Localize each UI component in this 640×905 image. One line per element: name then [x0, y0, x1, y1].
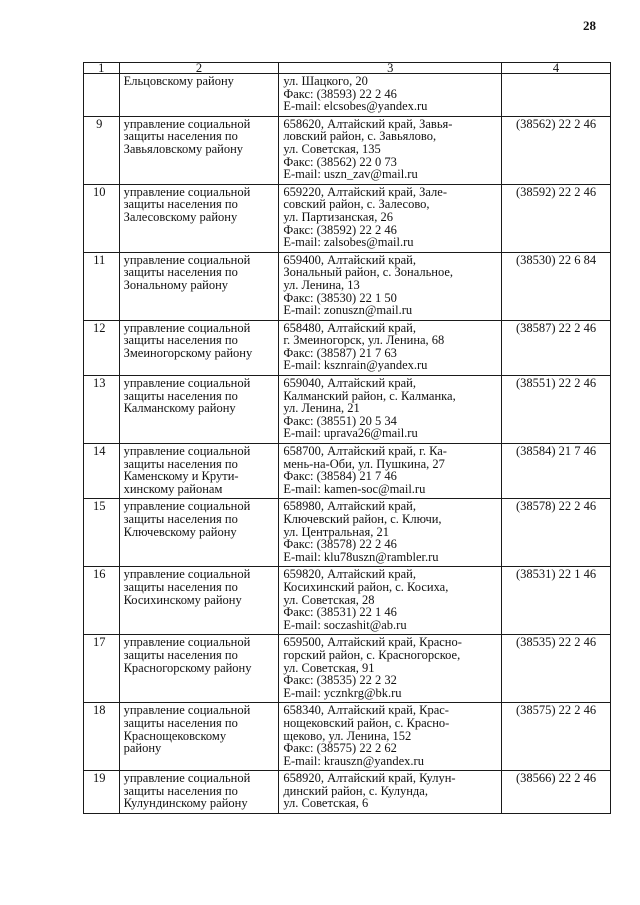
column-header-4: 4 — [502, 63, 611, 74]
address-cell — [279, 376, 502, 444]
department-name-line: защиты населения по — [123, 715, 238, 730]
address-line: E-mail: klu78uszn@rambler.ru — [283, 549, 439, 564]
department-name-line: району — [123, 741, 162, 756]
department-name-cell — [119, 567, 279, 635]
department-name-line: защиты населения по — [123, 265, 238, 280]
address-cell — [279, 635, 502, 703]
department-name-line: управление социальной — [123, 320, 251, 335]
row-number: 15 — [84, 499, 120, 567]
row-number: 18 — [84, 703, 120, 771]
department-name-line: управление социальной — [123, 376, 251, 391]
table-row — [84, 635, 611, 703]
department-name-cell — [119, 703, 279, 771]
phone-cell: (38578) 22 2 46 — [502, 499, 611, 567]
phone-cell: (38575) 22 2 46 — [502, 703, 611, 771]
address-line: ул. Ленина, 13 — [283, 277, 360, 292]
table-row — [84, 567, 611, 635]
address-line: E-mail: uszn_zav@mail.ru — [283, 167, 418, 182]
address-line: E-mail: ycznkrg@bk.ru — [283, 685, 402, 700]
address-line: 659500, Алтайский край, Красно- — [283, 635, 462, 650]
department-name-line: управление социальной — [123, 499, 251, 514]
address-line: 659820, Алтайский край, — [283, 567, 416, 582]
address-line: горский район, с. Красногорское, — [283, 647, 461, 662]
address-line: г. Змеиногорск, ул. Ленина, 68 — [283, 333, 445, 348]
column-header-2: 2 — [119, 63, 279, 74]
department-name-line: управление социальной — [123, 703, 251, 718]
table-row — [84, 320, 611, 375]
row-number: 12 — [84, 320, 120, 375]
address-line: 659220, Алтайский край, Зале- — [283, 184, 447, 199]
department-name-cell — [119, 376, 279, 444]
phone-cell: (38584) 21 7 46 — [502, 444, 611, 499]
department-name-line: защиты населения по — [123, 512, 238, 526]
department-name-line: управление социальной — [123, 184, 251, 199]
address-line: ул. Советская, 91 — [283, 660, 375, 675]
address-line: ул. Ленина, 21 — [283, 401, 360, 416]
row-number — [84, 74, 120, 117]
table-row — [84, 771, 611, 814]
department-name-line: Ельцовскому району — [123, 74, 234, 88]
address-line: E-mail: elcsobes@yandex.ru — [283, 99, 428, 114]
phone-cell: (38530) 22 6 84 — [502, 252, 611, 320]
department-name-line: Ключевскому району — [123, 524, 237, 539]
table-row — [84, 499, 611, 567]
address-line: Факс: (38535) 22 2 32 — [283, 673, 397, 688]
row-number: 10 — [84, 184, 120, 252]
address-line: 659400, Алтайский край, — [283, 252, 416, 267]
address-line: E-mail: ksznrain@yandex.ru — [283, 358, 428, 373]
department-name-line: защиты населения по — [123, 333, 238, 348]
address-line: Факс: (38578) 22 2 46 — [283, 537, 397, 552]
phone-cell: (38551) 22 2 46 — [502, 376, 611, 444]
address-line: ловский район, с. Завьялово, — [283, 129, 437, 144]
address-cell — [279, 444, 502, 499]
department-name-cell — [119, 499, 279, 567]
page-number: 28 — [583, 18, 596, 33]
table-row — [84, 74, 611, 117]
address-line: Факс: (38531) 22 1 46 — [283, 605, 397, 620]
department-name-line: защиты населения по — [123, 647, 238, 662]
table-row — [84, 252, 611, 320]
address-line: нощековский район, с. Красно- — [283, 715, 450, 730]
phone-cell: (38531) 22 1 46 — [502, 567, 611, 635]
address-line: Факс: (38592) 22 2 46 — [283, 222, 397, 237]
department-name-line: Краснощековскому — [123, 728, 227, 743]
department-name-cell — [119, 252, 279, 320]
address-line: Зональный район, с. Зональное, — [283, 265, 454, 280]
address-line: мень-на-Оби, ул. Пушкина, 27 — [283, 456, 445, 471]
department-name-line: Косихинскому району — [123, 592, 242, 607]
phone-cell — [502, 74, 611, 117]
row-number: 17 — [84, 635, 120, 703]
department-name-line: хинскому районам — [123, 481, 223, 496]
row-number: 14 — [84, 444, 120, 499]
department-name-cell — [119, 184, 279, 252]
address-line: ул. Центральная, 21 — [283, 524, 389, 539]
department-name-cell — [119, 635, 279, 703]
address-line: 659040, Алтайский край, — [283, 376, 416, 391]
address-line: E-mail: zalsobes@mail.ru — [283, 235, 414, 250]
table-row — [84, 376, 611, 444]
address-line: совский район, с. Залесово, — [283, 197, 430, 212]
department-name-line: управление социальной — [123, 116, 251, 131]
address-line: E-mail: kamen-soc@mail.ru — [283, 481, 426, 496]
address-line: 658980, Алтайский край, — [283, 499, 416, 514]
table-body — [84, 74, 611, 814]
address-line: 658480, Алтайский край, — [283, 320, 416, 335]
address-line: Ключевский район, с. Ключи, — [283, 512, 442, 526]
address-cell — [279, 771, 502, 814]
department-name-line: Зональному району — [123, 277, 229, 292]
row-number: 13 — [84, 376, 120, 444]
department-name-line: защиты населения по — [123, 456, 238, 471]
table-row — [84, 703, 611, 771]
table-row — [84, 444, 611, 499]
row-number: 9 — [84, 116, 120, 184]
department-name-line: защиты населения по — [123, 783, 238, 798]
department-name-line: Завьяловскому району — [123, 141, 244, 156]
department-name-line: Калманскому району — [123, 401, 236, 416]
address-line: Факс: (38575) 22 2 62 — [283, 741, 397, 756]
department-name-cell — [119, 444, 279, 499]
department-name-line: управление социальной — [123, 635, 251, 650]
address-line: динский район, с. Кулунда, — [283, 783, 428, 798]
address-line: ул. Советская, 6 — [283, 796, 369, 811]
social-protection-table — [83, 62, 611, 814]
address-line: ул. Советская, 28 — [283, 592, 375, 607]
address-cell — [279, 252, 502, 320]
row-number: 19 — [84, 771, 120, 814]
address-line: ул. Советская, 135 — [283, 141, 381, 156]
address-cell — [279, 320, 502, 375]
address-line: Факс: (38551) 20 5 34 — [283, 413, 397, 428]
department-name-line: защиты населения по — [123, 579, 238, 594]
department-name-line: защиты населения по — [123, 388, 238, 403]
department-name-line: защиты населения по — [123, 129, 238, 144]
row-number: 16 — [84, 567, 120, 635]
address-cell — [279, 703, 502, 771]
address-line: 658920, Алтайский край, Кулун- — [283, 771, 456, 786]
address-line: Факс: (38584) 21 7 46 — [283, 469, 397, 484]
department-name-line: управление социальной — [123, 252, 251, 267]
address-line: Факс: (38562) 22 0 73 — [283, 154, 397, 169]
phone-cell: (38592) 22 2 46 — [502, 184, 611, 252]
address-line: E-mail: krauszn@yandex.ru — [283, 753, 424, 768]
department-name-line: Красногорскому району — [123, 660, 252, 675]
department-name-line: управление социальной — [123, 444, 251, 459]
phone-cell: (38535) 22 2 46 — [502, 635, 611, 703]
address-cell — [279, 499, 502, 567]
address-line: Факс: (38587) 21 7 63 — [283, 345, 397, 360]
column-header-1: 1 — [84, 63, 120, 74]
department-name-cell — [119, 320, 279, 375]
address-cell — [279, 567, 502, 635]
address-line: Факс: (38593) 22 2 46 — [283, 86, 397, 101]
column-header-3: 3 — [279, 63, 502, 74]
table-row — [84, 116, 611, 184]
phone-cell: (38587) 22 2 46 — [502, 320, 611, 375]
phone-cell: (38566) 22 2 46 — [502, 771, 611, 814]
address-line: ул. Шацкого, 20 — [283, 74, 368, 88]
phone-cell: (38562) 22 2 46 — [502, 116, 611, 184]
department-name-line: Змеиногорскому району — [123, 345, 253, 360]
address-line: Факс: (38530) 22 1 50 — [283, 290, 397, 305]
department-name-cell — [119, 74, 279, 117]
address-line: E-mail: soczashit@ab.ru — [283, 617, 407, 632]
table-header-row — [84, 63, 611, 74]
department-name-line: Каменскому и Крути- — [123, 469, 239, 484]
address-line: щеково, ул. Ленина, 152 — [283, 728, 412, 743]
address-line: 658620, Алтайский край, Завья- — [283, 116, 453, 131]
address-line: E-mail: uprava26@mail.ru — [283, 426, 418, 441]
address-line: 658700, Алтайский край, г. Ка- — [283, 444, 447, 459]
row-number: 11 — [84, 252, 120, 320]
department-name-line: защиты населения по — [123, 197, 238, 212]
department-name-cell — [119, 116, 279, 184]
department-name-line: управление социальной — [123, 771, 251, 786]
address-line: Калманский район, с. Калманка, — [283, 388, 456, 403]
department-name-cell — [119, 771, 279, 814]
address-line: Косихинский район, с. Косиха, — [283, 579, 449, 594]
table-row — [84, 184, 611, 252]
department-name-line: Кулундинскому району — [123, 796, 248, 811]
address-line: ул. Партизанская, 26 — [283, 209, 393, 224]
address-cell — [279, 116, 502, 184]
address-cell — [279, 74, 502, 117]
department-name-line: управление социальной — [123, 567, 251, 582]
address-line: 658340, Алтайский край, Крас- — [283, 703, 449, 718]
address-line: E-mail: zonuszn@mail.ru — [283, 303, 413, 318]
address-cell — [279, 184, 502, 252]
department-name-line: Залесовскому району — [123, 209, 238, 224]
